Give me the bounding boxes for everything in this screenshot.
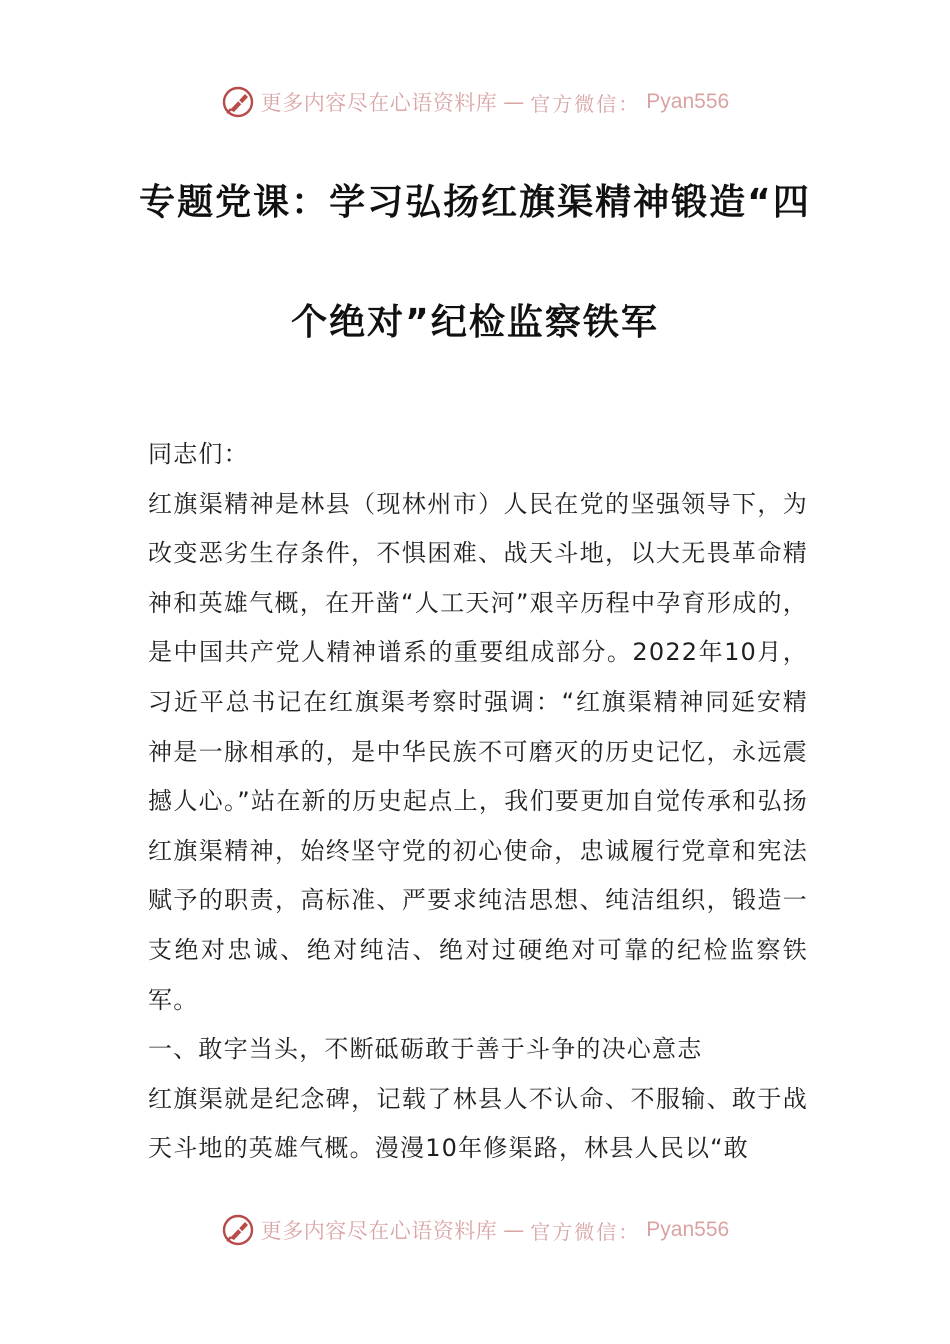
quill-logo-icon [221,85,255,119]
quill-logo-icon [221,1213,255,1247]
paragraph-2: 红旗渠就是纪念碑，记载了林县人不认命、不服输、敢于战天斗地的英雄气概。漫漫10年修渠路，林县人民以“敢 [148,1084,808,1163]
banner-contact-label: 官方微信： [530,91,641,116]
paragraph-1: 红旗渠精神是林县（现林州市）人民在党的坚强领导下，为改变恶劣生存条件，不惧困难、战天斗地，以大无畏革命精神和英雄气概，在开凿“人工天河”艰辛历程中孕育形成的，是中国共产党人精神谱系的重要组成部分。2022年10月，习近平总书记在红旗渠考察时强调：“红旗渠精神同延安精神是一脉相承的，是中华民族不可磨灭的历史记忆，永远震撼人心。”站在新的历史起点上，我们要更加自觉传承和弘扬红旗渠精神，始终坚守党的初心使命，忠诚履行党章和宪法赋予的职责，高标准、严要求纯洁思想、纯洁组织，锻造一支绝对忠诚、绝对纯洁、绝对过硬绝对可靠的纪检监察铁军。 [148,489,808,1014]
banner-wechat-id: Pyan556 [646,90,730,113]
section-heading-1: 一、敢字当头，不断砥砺敢于善于斗争的决心意志 [148,1035,703,1064]
document-title-line-2: 个绝对”纪检监察铁军 [291,302,659,343]
banner-wechat-id: Pyan556 [646,1218,730,1241]
document-body [148,430,808,1174]
banner-contact-label: 官方微信： [530,1219,641,1244]
document-title-line-1: 专题党课：学习弘扬红旗渠精神锻造“四 [139,182,811,223]
banner-separator: — [503,90,525,114]
banner-text: 更多内容尽在心语资料库 [260,91,498,115]
footer-banner [0,1212,950,1248]
header-banner [0,84,950,120]
greeting: 同志们： [148,440,249,468]
banner-separator: — [503,1218,525,1242]
banner-text: 更多内容尽在心语资料库 [260,1219,498,1243]
